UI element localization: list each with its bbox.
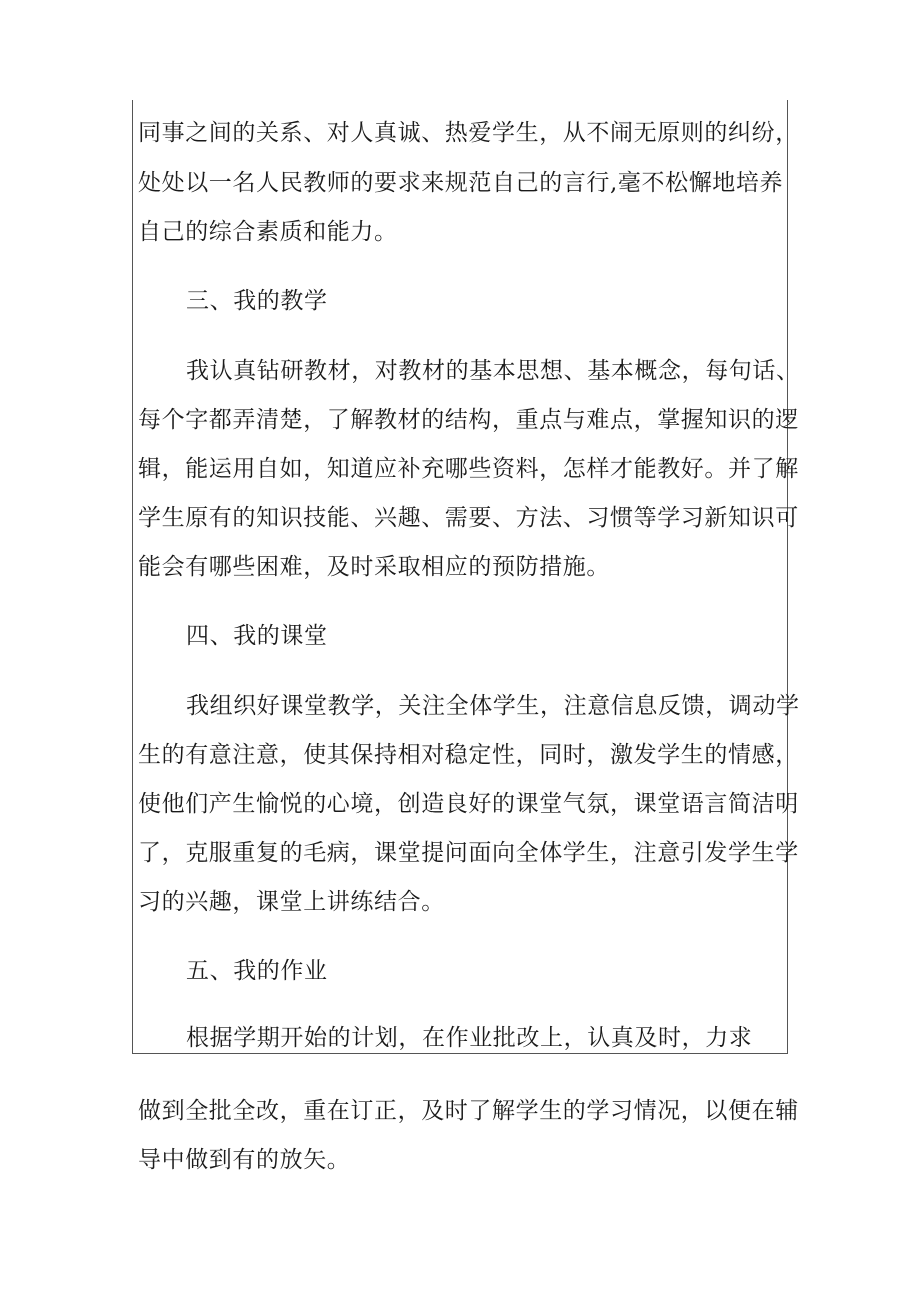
- paragraph-line-6: 辑，能运用自如，知道应补充哪些资料，怎样才能教好。并了解: [138, 456, 799, 482]
- paragraph-line-8: 能会有哪些困难，及时采取相应的预防措施。: [138, 554, 610, 580]
- paragraph-line-16: 导中做到有的放矢。: [138, 1147, 351, 1173]
- paragraph-line-12: 了，克服重复的毛病，课堂提问面向全体学生，注意引发学生学: [138, 840, 799, 866]
- paragraph-line-1: 同事之间的关系、对人真诚、热爱学生，从不闹无原则的纠纷，: [138, 120, 799, 146]
- section-heading-homework: 五、我的作业: [186, 958, 328, 984]
- paragraph-line-2: 处处以一名人民教师的要求来规范自己的言行,毫不松懈地培养: [138, 170, 784, 196]
- section-heading-classroom: 四、我的课堂: [186, 623, 328, 649]
- section-heading-teaching: 三、我的教学: [186, 288, 328, 314]
- paragraph-line-9: 我组织好课堂教学，关注全体学生，注意信息反馈，调动学: [186, 693, 800, 719]
- paragraph-line-7: 学生原有的知识技能、兴趣、需要、方法、习惯等学习新知识可: [138, 505, 799, 531]
- paragraph-line-14: 根据学期开始的计划，在作业批改上，认真及时，力求: [186, 1025, 753, 1051]
- paragraph-line-10: 生的有意注意，使其保持相对稳定性，同时，激发学生的情感，: [138, 742, 799, 768]
- paragraph-line-3: 自己的综合素质和能力。: [138, 219, 398, 245]
- paragraph-line-5: 每个字都弄清楚，了解教材的结构，重点与难点，掌握知识的逻: [138, 407, 799, 433]
- paragraph-line-11: 使他们产生愉悦的心境，创造良好的课堂气氛，课堂语言简洁明: [138, 791, 799, 817]
- paragraph-line-4: 我认真钻研教材，对教材的基本思想、基本概念，每句话、: [186, 358, 800, 384]
- paragraph-line-15: 做到全批全改，重在订正，及时了解学生的学习情况，以便在辅: [138, 1098, 799, 1124]
- paragraph-line-13: 习的兴趣，课堂上讲练结合。: [138, 889, 445, 915]
